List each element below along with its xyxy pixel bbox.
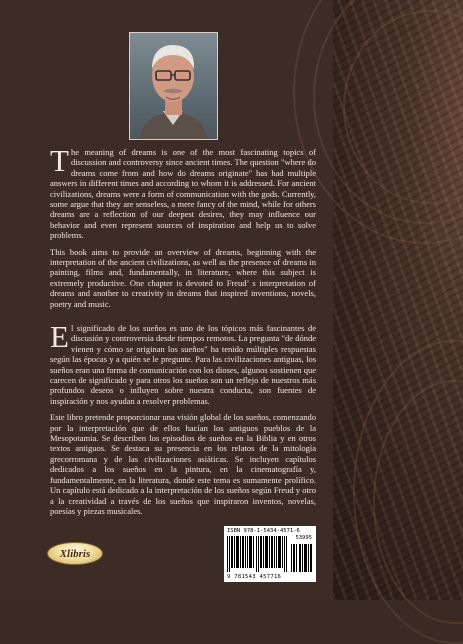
- spanish-paragraph-1-text: l significado de los sueños es uno de los tópicos más fascinantes de discusión y controversia desde tiempos remotos. La pregunta "de dónde vienen y cómo se originan los sueños" ha tenido múltiples respuestas según las épocas y a quién se le pregunte. Para las civilizaciones antiguas, los sueños eran una forma de comunicación con los dioses, algunos sostienen que carecen de significado y para otros los sueños son un reflejo de nuestros más profundos deseos o influyen sobre nuestra conducta, son fuentes de inspiración y nos ayudan a resolver problemas.: [50, 323, 316, 406]
- spanish-description: [50, 319, 316, 522]
- wood-texture-strip: [333, 0, 463, 600]
- english-paragraph-2: This book aims to provide an overview of dreams, beginning with the interpretation of the ancient civilizations, as well as the presence of dreams in painting, films and, fundamentally, in literature, where this subject is extremely productive. One chapter is devoted to Freud’ s interpretation of dreams and another to creativity in dreams that inspired inventions, novels, poetry and music.: [50, 246, 316, 309]
- isbn-label: ISBN 978-1-5434-4571-6: [227, 528, 300, 534]
- drop-cap: E: [50, 319, 69, 354]
- isbn-barcode: [224, 526, 316, 582]
- publisher-logo: [47, 542, 103, 565]
- english-paragraph-1: [50, 143, 316, 241]
- price-code: 53995: [295, 535, 312, 541]
- barcode-digits: 9 781543 457716: [227, 574, 282, 580]
- spanish-paragraph-1: [50, 319, 316, 406]
- english-description: [50, 143, 316, 315]
- publisher-logo-text: Xlibris: [59, 547, 91, 560]
- barcode-bars: [227, 536, 289, 572]
- author-photo: [129, 32, 218, 140]
- english-paragraph-1-text: he meaning of dreams is one of the most fascinating topics of discussion and controversy since ancient times. The question "where do dreams come from and how do dreams originate" has had multiple answers in different times and according to whom it is addressed. For ancient civilizations, dreams were a form of communication with the gods. Currently, some argue that they are senseless, a mere fancy of the mind, while for others dreams are a reflection of our deepest desires, they may influence our behavior and even represent sources of inspiration and help us to solve problems.: [50, 147, 316, 241]
- price-barcode-bars: [291, 544, 313, 572]
- spanish-paragraph-2: Este libro pretende proporcionar una visión global de los sueños, comenzando por la interpretación que de ellos hacían los antiguos pueblos de la Mesopotamia. Se describen los episodios de sueños en la Biblia y en otros textos antiguos. Se destaca su presencia en los relatos de la mitología grecorromana y de las civilizaciones asiáticas. Se incluyen capítulos dedicados a los sueños en la pintura, en la cinematografía y, fundamentalmente, en la literatura, donde este tema es sumamente prolífico. Un capítulo está dedicado a la interpretación de los sueños según Freud y otro a la creatividad a través de los sueños que inspiraron inventos, novelas, poesías y piezas musicales.: [50, 412, 316, 516]
- drop-cap: T: [50, 143, 69, 178]
